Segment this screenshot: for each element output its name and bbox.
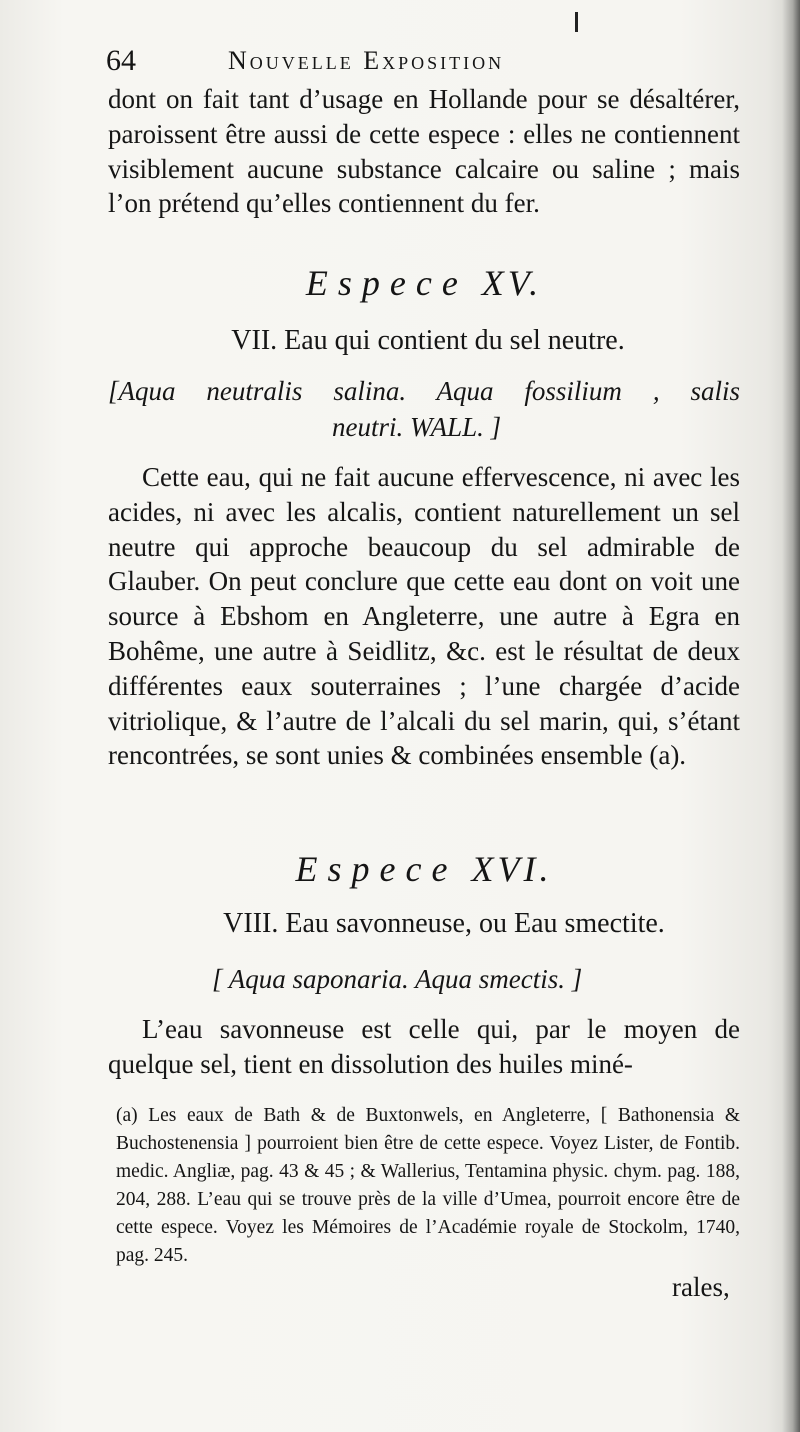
- page-edge-shadow: [782, 0, 800, 1432]
- species-heading-xv: [108, 262, 740, 304]
- print-mark: [575, 12, 578, 32]
- running-head: Nouvelle Exposition: [228, 46, 505, 75]
- species-word: Espece: [305, 263, 468, 303]
- latin-name-line2: neutri. WALL. ]: [332, 412, 502, 442]
- species-number: XV.: [481, 263, 543, 303]
- page-header: [106, 44, 666, 80]
- footnote: (a) Les eaux de Bath & de Buxtonwels, en Angleterre, [ Bathonensia & Buchostenensia ] pourroient bien être de cette espece. Voyez Lister, de Fontib. medic. Angliæ, pag. 43 & 45 ; & Wallerius, Tentamina physic. chym. pag. 188, 204, 288. L’eau qui se trouve près de la ville d’Umea, pourroit encore être de cette espece. Voyez les Mémoires de l’Académie royale de Stockolm, 1740, pag. 245.: [116, 1105, 740, 1266]
- species-heading-xvi: [108, 848, 740, 890]
- species-number: XVI.: [471, 849, 553, 889]
- latin-name-line1: [Aqua neutralis salina. Aqua fossilium , salis: [108, 376, 740, 406]
- paragraph-neutral-salt: Cette eau, qui ne fait aucune effervescence, ni avec les acides, ni avec les alcalis, contient naturellement un sel neutre qui approche beaucoup du sel admirable de Glauber. On peut conclure que cette eau dont on voit une source à Ebshom en Angleterre, une autre à Egra en Bohême, une autre à Seidlitz, &c. est le résultat de deux différentes eaux souterraines ; l’une chargée d’acide vitriolique, & l’autre de l’alcali du sel marin, qui, s’étant rencontrées, se sont unies & combinées ensemble (a).: [108, 462, 740, 771]
- paragraph-intro: dont on fait tant d’usage en Hollande pour se désaltérer, paroissent être aussi de cette espece : elles ne contiennent visiblement aucune substance calcaire ou saline ; mais l’on prétend qu’elles contiennent du fer.: [108, 84, 740, 219]
- entry-title-viii: VIII. Eau savonneuse, ou Eau smectite.: [223, 908, 665, 939]
- species-word: Espece: [295, 849, 458, 889]
- catchword: rales,: [672, 1272, 730, 1302]
- latin-name-soapy: [ Aqua saponaria. Aqua smectis. ]: [212, 964, 583, 994]
- entry-title-vii: VII. Eau qui contient du sel neutre.: [231, 325, 625, 356]
- page-number: 64: [106, 44, 136, 77]
- paragraph-soapy-water: L’eau savonneuse est celle qui, par le moyen de quelque sel, tient en dissolution des huiles miné-: [108, 1014, 740, 1079]
